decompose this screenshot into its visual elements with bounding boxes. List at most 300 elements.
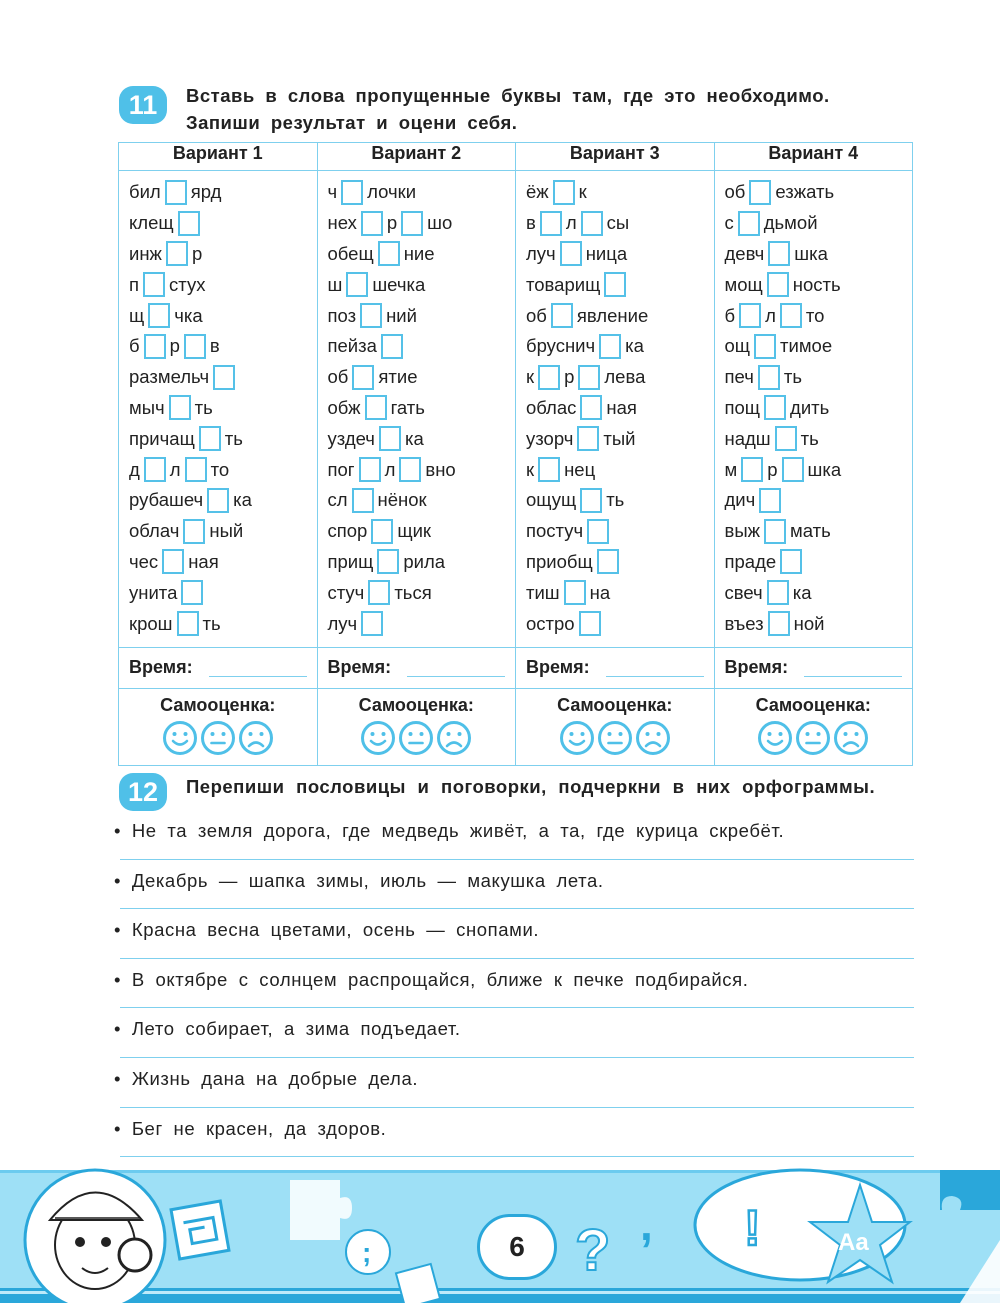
word-fragment: об <box>526 304 547 326</box>
proverb-row <box>114 909 914 959</box>
word-row <box>724 577 913 608</box>
letter-box[interactable] <box>553 180 575 205</box>
word-fragment: дить <box>790 396 830 418</box>
word-row <box>525 177 714 208</box>
word-fragment: лочки <box>367 181 417 203</box>
word-row <box>724 239 913 270</box>
letter-box[interactable] <box>767 272 789 297</box>
neutral-face-icon[interactable] <box>200 720 236 756</box>
word-fragment: ка <box>792 581 812 603</box>
word-row <box>128 393 317 424</box>
footer-top-edge <box>0 1170 1000 1173</box>
word-fragment: уздеч <box>327 427 375 449</box>
word-fragment: л <box>169 458 181 480</box>
word-row <box>327 177 516 208</box>
word-fragment: чка <box>174 304 203 326</box>
proverb-row <box>114 959 914 1009</box>
word-row <box>128 547 317 578</box>
word-fragment: поз <box>327 304 357 326</box>
neutral-face-icon[interactable] <box>398 720 434 756</box>
footer-bottom-stripe <box>0 1288 1000 1303</box>
word-fragment: ть <box>800 427 819 449</box>
proverb-text: • Декабрь — шапка зимы, июль — макушка лета. <box>114 869 604 891</box>
letter-box[interactable] <box>759 488 781 513</box>
neutral-face-icon[interactable] <box>795 720 831 756</box>
proverb-text: • Жизнь дана на добрые дела. <box>114 1067 419 1089</box>
word-row <box>128 208 317 239</box>
letter-box[interactable] <box>754 334 776 359</box>
letter-box[interactable] <box>587 519 609 544</box>
word-row <box>128 331 317 362</box>
letter-box[interactable] <box>401 211 423 236</box>
smiley-group <box>318 720 516 756</box>
exclamation-ellipse <box>695 1170 910 1282</box>
letter-box[interactable] <box>346 272 368 297</box>
word-row <box>128 239 317 270</box>
letter-box[interactable] <box>379 426 401 451</box>
word-row <box>724 177 913 208</box>
sad-face-icon[interactable] <box>436 720 472 756</box>
word-fragment: д <box>129 458 140 480</box>
variant-4-self-assessment <box>714 688 913 765</box>
word-row <box>327 269 516 300</box>
letter-box[interactable] <box>599 334 621 359</box>
word-fragment: ный <box>209 520 244 542</box>
variant-4-words <box>714 171 913 648</box>
letter-box[interactable] <box>780 549 802 574</box>
word-fragment: лева <box>604 366 646 388</box>
word-row <box>128 423 317 454</box>
letter-box[interactable] <box>738 211 760 236</box>
word-fragment: товарищ <box>526 273 601 295</box>
task-11-line-2: Запиши результат и оцени себя. <box>186 112 518 133</box>
letter-box[interactable] <box>782 457 804 482</box>
word-fragment: в <box>526 212 536 234</box>
word-row <box>128 608 317 639</box>
word-fragment: бил <box>129 181 161 203</box>
proverb-list <box>114 810 914 1157</box>
letter-box[interactable] <box>399 457 421 482</box>
word-row <box>128 300 317 331</box>
letter-box[interactable] <box>352 488 374 513</box>
word-fragment: обж <box>327 396 361 418</box>
letter-box[interactable] <box>551 303 573 328</box>
letter-box[interactable] <box>352 365 374 390</box>
word-row <box>724 516 913 547</box>
word-fragment: сы <box>606 212 630 234</box>
word-fragment: нёнок <box>377 489 427 511</box>
variant-2-header: Вариант 2 <box>317 143 516 171</box>
word-row <box>327 423 516 454</box>
word-fragment: р <box>767 458 778 480</box>
word-fragment: сл <box>327 489 348 511</box>
word-row <box>327 454 516 485</box>
word-fragment: ш <box>327 273 343 295</box>
word-row <box>525 269 714 300</box>
word-fragment: девч <box>724 242 765 264</box>
letter-box[interactable] <box>207 488 229 513</box>
letter-box[interactable] <box>597 549 619 574</box>
proverb-text: • В октябре с солнцем распрощайся, ближе к печке подбирайся. <box>114 968 749 990</box>
word-fragment: р <box>386 212 398 234</box>
letter-box[interactable] <box>764 519 786 544</box>
letter-box[interactable] <box>371 519 393 544</box>
word-fragment: ка <box>233 489 252 511</box>
word-fragment: тый <box>603 427 636 449</box>
word-row <box>525 239 714 270</box>
letter-box[interactable] <box>538 365 560 390</box>
letter-box[interactable] <box>768 241 790 266</box>
word-fragment: р <box>169 335 180 357</box>
word-fragment: ощущ <box>526 489 577 511</box>
smiley-group <box>715 720 913 756</box>
word-fragment: к <box>578 181 587 203</box>
word-row <box>525 393 714 424</box>
word-row <box>525 300 714 331</box>
time-answer-line[interactable] <box>209 658 307 677</box>
word-fragment: стуч <box>327 581 365 603</box>
word-row <box>525 208 714 239</box>
word-fragment: дьмой <box>763 212 818 234</box>
word-fragment: рила <box>403 550 446 572</box>
letter-box[interactable] <box>361 611 383 636</box>
letter-box[interactable] <box>767 580 789 605</box>
comma-mark <box>640 1198 653 1250</box>
word-fragment: шо <box>427 212 453 234</box>
sad-face-icon[interactable] <box>238 720 274 756</box>
word-fragment: причащ <box>129 427 195 449</box>
self-assessment-label: Самооценка: <box>755 694 871 715</box>
word-fragment: пощ <box>724 396 761 418</box>
word-fragment: м <box>724 458 738 480</box>
word-fragment: щ <box>129 304 145 326</box>
comma-glyph: , <box>640 1198 653 1250</box>
time-answer-line[interactable] <box>606 658 704 677</box>
word-row <box>525 362 714 393</box>
proverb-row <box>114 810 914 860</box>
word-row <box>525 547 714 578</box>
letter-box[interactable] <box>768 611 790 636</box>
word-row <box>724 331 913 362</box>
word-fragment: нех <box>327 212 357 234</box>
variant-2-self-assessment <box>317 688 516 765</box>
word-fragment: бруснич <box>526 335 596 357</box>
word-fragment: свеч <box>724 581 763 603</box>
footer-dashed-stripe <box>0 1291 1000 1294</box>
letter-box[interactable] <box>580 395 602 420</box>
variant-1-time <box>119 647 318 688</box>
letter-box[interactable] <box>184 334 206 359</box>
task-12-instructions <box>186 773 875 800</box>
word-row <box>128 269 317 300</box>
variant-3-self-assessment <box>516 688 715 765</box>
word-fragment: инж <box>129 242 162 264</box>
word-fragment: ние <box>403 242 435 264</box>
self-assessment-label: Самооценка: <box>160 694 276 715</box>
word-row <box>128 177 317 208</box>
word-row <box>525 485 714 516</box>
word-fragment: ть <box>606 489 625 511</box>
word-fragment: ярд <box>190 181 222 203</box>
variant-1-words <box>119 171 318 648</box>
word-fragment: шка <box>807 458 842 480</box>
variant-4-header: Вариант 4 <box>714 143 913 171</box>
letter-box[interactable] <box>166 241 188 266</box>
word-fragment: б <box>129 335 140 357</box>
word-row <box>327 239 516 270</box>
word-fragment: ка <box>404 427 424 449</box>
word-row <box>128 454 317 485</box>
word-fragment: ность <box>792 273 841 295</box>
letter-box[interactable] <box>381 334 403 359</box>
word-fragment: клещ <box>129 212 174 234</box>
word-row <box>327 208 516 239</box>
word-fragment: л <box>384 458 396 480</box>
letter-box[interactable] <box>360 303 382 328</box>
letter-box[interactable] <box>780 303 802 328</box>
word-fragment: ной <box>793 612 825 634</box>
word-fragment: щик <box>397 520 432 542</box>
time-label: Время: <box>526 657 590 678</box>
word-fragment: ться <box>394 581 432 603</box>
word-fragment: печ <box>724 366 754 388</box>
word-row <box>128 516 317 547</box>
word-fragment: шечка <box>372 273 426 295</box>
word-fragment: ть <box>202 612 221 634</box>
word-fragment: тимое <box>780 335 833 357</box>
word-row <box>525 577 714 608</box>
word-row <box>724 423 913 454</box>
word-fragment: спор <box>327 520 368 542</box>
word-row <box>525 423 714 454</box>
word-fragment: ница <box>585 242 628 264</box>
word-fragment: об <box>327 366 349 388</box>
word-row <box>327 516 516 547</box>
word-row <box>724 269 913 300</box>
word-row <box>724 208 913 239</box>
word-fragment: к <box>526 366 535 388</box>
page-number: 6 <box>477 1214 557 1280</box>
letter-box[interactable] <box>604 272 626 297</box>
word-row <box>128 362 317 393</box>
word-row <box>525 516 714 547</box>
word-fragment: мыч <box>129 396 165 418</box>
letter-box[interactable] <box>143 272 165 297</box>
word-fragment: то <box>805 304 825 326</box>
word-fragment: ятие <box>378 366 418 388</box>
word-fragment: выж <box>724 520 761 542</box>
word-fragment: рубашеч <box>129 489 204 511</box>
letter-box[interactable] <box>775 426 797 451</box>
letter-box[interactable] <box>177 611 199 636</box>
letter-box[interactable] <box>181 580 203 605</box>
word-fragment: б <box>724 304 736 326</box>
word-fragment: р <box>191 242 203 264</box>
proverb-row <box>114 1008 914 1058</box>
letter-box[interactable] <box>213 365 235 390</box>
task-12-line: Перепиши пословицы и поговорки, подчеркни в них орфограммы. <box>186 776 876 797</box>
word-row <box>724 485 913 516</box>
word-row <box>724 454 913 485</box>
word-fragment: ощ <box>724 335 751 357</box>
word-row <box>327 577 516 608</box>
word-fragment: приобщ <box>526 550 593 572</box>
word-row <box>724 393 913 424</box>
letter-box[interactable] <box>378 241 400 266</box>
sad-face-icon[interactable] <box>635 720 671 756</box>
semicolon-glyph: ; <box>362 1237 372 1268</box>
word-fragment: езжать <box>775 181 835 203</box>
word-fragment: ний <box>386 304 417 326</box>
smile-face-icon[interactable] <box>162 720 198 756</box>
word-row <box>724 547 913 578</box>
word-fragment: нец <box>564 458 596 480</box>
semicolon-bubble <box>346 1230 390 1274</box>
letter-box[interactable] <box>169 395 191 420</box>
letter-box[interactable] <box>741 457 763 482</box>
word-fragment: к <box>526 458 535 480</box>
proverb-row <box>114 860 914 910</box>
word-fragment: дич <box>724 489 756 511</box>
letter-box[interactable] <box>148 303 170 328</box>
letter-box[interactable] <box>580 488 602 513</box>
word-fragment: на <box>589 581 611 603</box>
word-fragment: ёж <box>526 181 549 203</box>
time-label: Время: <box>327 657 392 678</box>
task-11-line-1: Вставь в слова пропущенные буквы там, где это необходимо. <box>186 85 830 106</box>
word-fragment: постуч <box>526 520 584 542</box>
letter-box[interactable] <box>178 211 200 236</box>
word-fragment: крош <box>129 612 173 634</box>
word-fragment: тиш <box>526 581 560 603</box>
letter-box[interactable] <box>749 180 771 205</box>
letter-box[interactable] <box>368 580 390 605</box>
task-11-instructions <box>186 82 830 136</box>
word-row <box>327 393 516 424</box>
word-fragment: узорч <box>526 427 574 449</box>
smile-face-icon[interactable] <box>360 720 396 756</box>
proverb-text: • Бег не красен, да здоров. <box>114 1117 387 1139</box>
word-fragment: ть <box>783 366 802 388</box>
letter-box[interactable] <box>739 303 761 328</box>
word-fragment: р <box>564 366 575 388</box>
time-answer-line[interactable] <box>407 658 505 677</box>
word-row <box>327 362 516 393</box>
word-row <box>525 331 714 362</box>
letter-box[interactable] <box>144 457 166 482</box>
word-fragment: стух <box>169 273 206 295</box>
variant-2-time <box>317 647 516 688</box>
word-row <box>327 547 516 578</box>
task-12-number: 12 <box>119 773 167 811</box>
letter-box[interactable] <box>359 457 381 482</box>
variants-table <box>118 142 913 766</box>
neutral-face-icon[interactable] <box>597 720 633 756</box>
proverb-row <box>114 1058 914 1108</box>
word-fragment: л <box>765 304 776 326</box>
variant-3-words <box>516 171 715 648</box>
letter-box[interactable] <box>540 211 562 236</box>
letter-box[interactable] <box>764 395 786 420</box>
letter-box[interactable] <box>577 426 599 451</box>
variant-2-words <box>317 171 516 648</box>
aa-glyph: Aa <box>838 1229 869 1256</box>
letter-box[interactable] <box>162 549 184 574</box>
word-fragment: въез <box>724 612 764 634</box>
variant-3-time <box>516 647 715 688</box>
letter-box[interactable] <box>365 395 387 420</box>
exclamation-glyph: ! <box>744 1200 761 1256</box>
letter-box[interactable] <box>560 241 582 266</box>
word-row <box>327 485 516 516</box>
word-row <box>327 608 516 639</box>
letter-box[interactable] <box>361 211 383 236</box>
letter-box[interactable] <box>538 457 560 482</box>
word-fragment: ч <box>327 181 338 203</box>
letter-box[interactable] <box>581 211 603 236</box>
word-row <box>327 300 516 331</box>
letter-box[interactable] <box>564 580 586 605</box>
task-11-number: 11 <box>119 86 167 124</box>
proverb-text: • Красна весна цветами, осень — снопами. <box>114 919 540 941</box>
word-fragment: праде <box>724 550 777 572</box>
word-row <box>327 331 516 362</box>
letter-box[interactable] <box>199 426 221 451</box>
letter-box[interactable] <box>341 180 363 205</box>
smiley-group <box>516 720 714 756</box>
word-fragment: ть <box>224 427 243 449</box>
word-fragment: мощ <box>724 273 763 295</box>
letter-box[interactable] <box>183 519 205 544</box>
letter-box[interactable] <box>579 611 601 636</box>
proverb-text: • Не та земля дорога, где медведь живёт, а та, где курица скребёт. <box>114 820 785 841</box>
time-answer-line[interactable] <box>804 658 902 677</box>
word-fragment: надш <box>724 427 771 449</box>
word-fragment: пейза <box>327 335 377 357</box>
word-fragment: вно <box>425 458 456 480</box>
letter-box[interactable] <box>144 334 166 359</box>
letter-box[interactable] <box>185 457 207 482</box>
word-fragment: обещ <box>327 242 374 264</box>
word-fragment: остро <box>526 612 575 634</box>
word-fragment: размельч <box>129 366 210 388</box>
letter-box[interactable] <box>165 180 187 205</box>
word-row <box>128 577 317 608</box>
word-fragment: гать <box>390 396 425 418</box>
word-fragment: облач <box>129 520 180 542</box>
word-row <box>525 454 714 485</box>
self-assessment-label: Самооценка: <box>557 694 673 715</box>
word-row <box>724 608 913 639</box>
word-fragment: луч <box>526 242 556 264</box>
word-fragment: ть <box>194 396 213 418</box>
word-row <box>724 300 913 331</box>
letter-box[interactable] <box>578 365 600 390</box>
question-glyph: ? <box>575 1218 611 1283</box>
smiley-group <box>119 720 317 756</box>
smile-face-icon[interactable] <box>757 720 793 756</box>
word-fragment: чес <box>129 550 159 572</box>
variant-4-time <box>714 647 913 688</box>
variant-3-header: Вариант 3 <box>516 143 715 171</box>
letter-box[interactable] <box>758 365 780 390</box>
sad-face-icon[interactable] <box>833 720 869 756</box>
word-fragment: унита <box>129 581 178 603</box>
word-fragment: облас <box>526 396 577 418</box>
smile-face-icon[interactable] <box>559 720 595 756</box>
self-assessment-label: Самооценка: <box>358 694 474 715</box>
letter-box[interactable] <box>377 549 399 574</box>
